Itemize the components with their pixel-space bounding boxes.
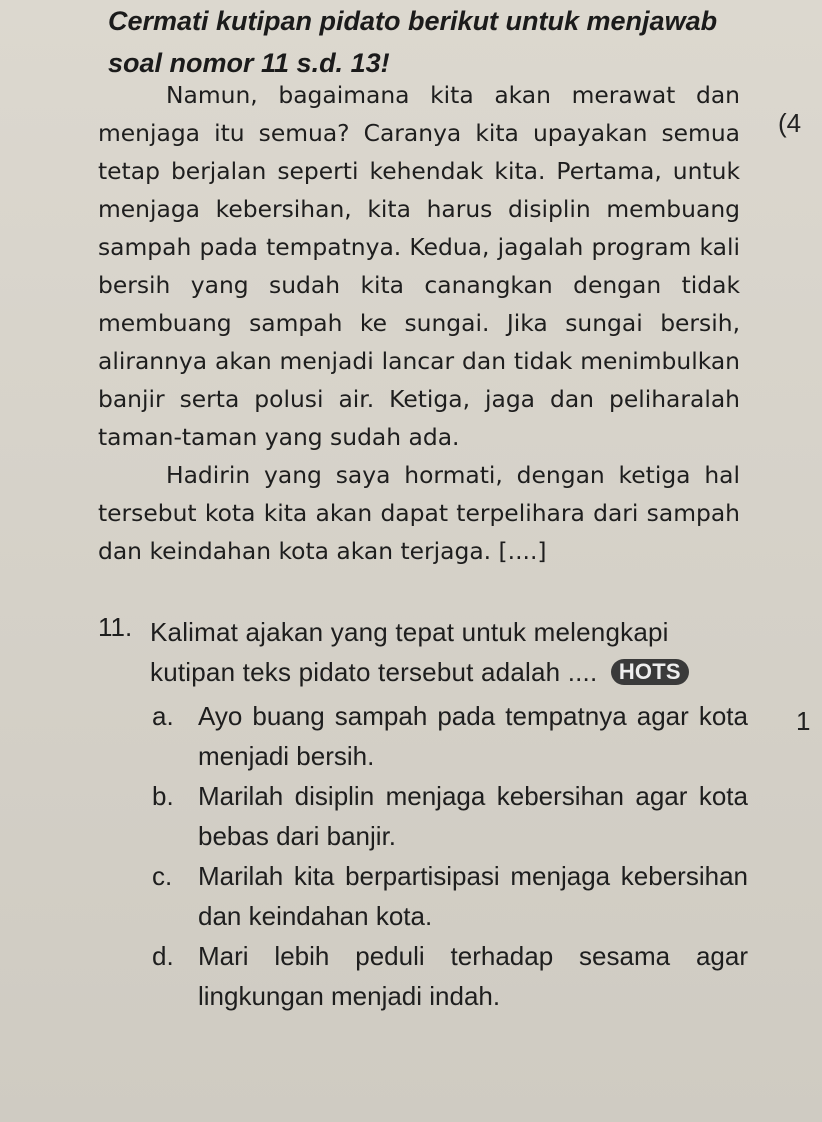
passage-paragraph-2: Hadirin yang saya hormati, dengan ketiga hal tersebut kota kita akan dapat terpelihara dari sampah dan keindahan kota akan terjaga. [....] (98, 461, 740, 565)
question-number: 11. (98, 612, 133, 642)
answer-options (152, 696, 748, 1016)
hots-badge: HOTS (611, 659, 689, 685)
question-text: Kalimat ajakan yang tepat untuk melengkapi kutipan teks pidato tersebut adalah .... (150, 617, 669, 687)
speech-excerpt (98, 76, 740, 570)
instruction-text: Cermati kutipan pidato berikut untuk menjawab soal nomor 11 s.d. 13! (108, 6, 718, 78)
option-letter: b. (152, 781, 174, 811)
margin-mark-mid: 1 (796, 706, 811, 736)
option-b[interactable] (152, 776, 748, 856)
option-letter: a. (152, 701, 174, 731)
option-text: Ayo buang sampah pada tempatnya agar kota menjadi bersih. (198, 701, 748, 771)
option-text: Marilah kita berpartisipasi menjaga kebersihan dan keindahan kota. (198, 861, 748, 931)
option-c[interactable] (152, 856, 748, 936)
option-a[interactable] (152, 696, 748, 776)
margin-mark-top: (4 (778, 108, 802, 138)
option-text: Mari lebih peduli terhadap sesama agar lingkungan menjadi indah. (198, 941, 748, 1011)
passage-paragraph-1: Namun, bagaimana kita akan merawat dan menjaga itu semua? Caranya kita upayakan semua tetap berjalan seperti kehendak kita. Pertama, untuk menjaga kebersihan, kita harus disiplin membuang sampah pada tempatnya. Kedua, jagalah program kali bersih yang sudah kita canangkan dengan tidak membuang sampah ke sungai. Jika sungai bersih, alirannya akan menjadi lancar dan tidak menimbulkan banjir serta polusi air. Ketiga, jaga dan peliharalah taman-taman yang sudah ada. (98, 81, 740, 451)
option-d[interactable] (152, 936, 748, 1016)
option-text: Marilah disiplin menjaga kebersihan agar kota bebas dari banjir. (198, 781, 748, 851)
question-11 (98, 612, 748, 1016)
option-letter: d. (152, 941, 174, 971)
option-letter: c. (152, 861, 173, 891)
